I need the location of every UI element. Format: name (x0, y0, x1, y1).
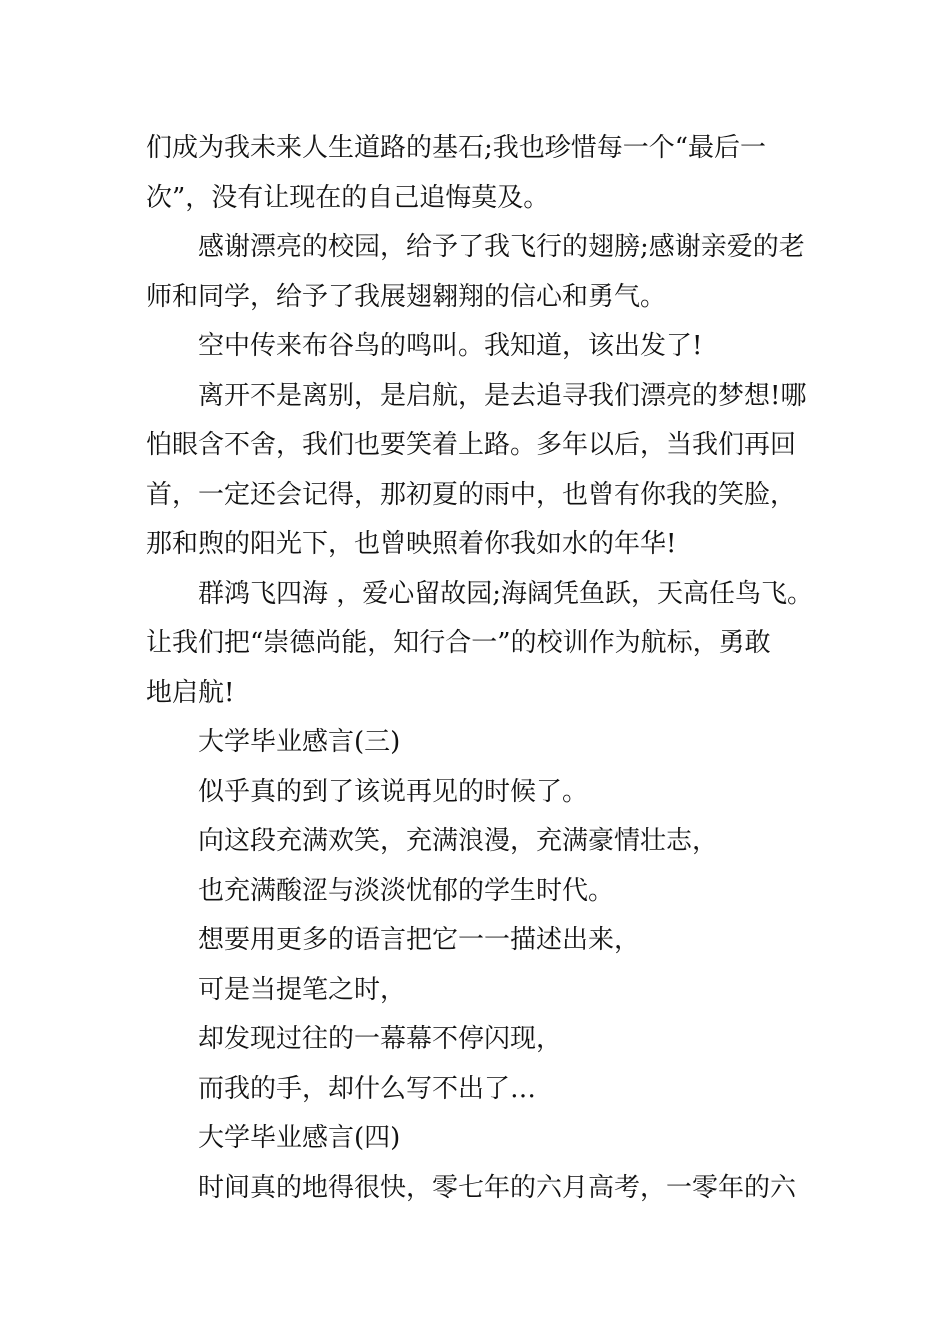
document-body (146, 124, 826, 1213)
text-line: 群鸿飞四海 ，爱心留故园;海阔凭鱼跃，天高任鸟飞。 (198, 578, 814, 609)
text-line: 时间真的地得很快，零七年的六月高考，一零年的六 (198, 1172, 797, 1203)
text-line: 空中传来布谷鸟的鸣叫。我知道，该出发了! (198, 331, 703, 361)
text-line: 向这段充满欢笑，充满浪漫，充满豪情壮志， (198, 826, 719, 856)
text-line: 而我的手，却什么写不出了… (198, 1073, 537, 1104)
text-line: 师和同学，给予了我展翅翱翔的信心和勇气。 (146, 281, 667, 312)
text-line: 可是当提笔之时， (198, 974, 407, 1005)
text-line: 地启航! (146, 677, 235, 708)
text-line: 首，一定还会记得，那初夏的雨中，也曾有你我的笑脸， (146, 479, 797, 510)
text-line: 离开不是离别，是启航，是去追寻我们漂亮的梦想!哪 (198, 380, 807, 411)
text-line: 们成为我未来人生道路的基石;我也珍惜每一个“最后一 (146, 133, 767, 163)
text-line: 怕眼含不舍，我们也要笑着上路。多年以后，当我们再回 (146, 430, 797, 460)
text-line: 也充满酸涩与淡淡忧郁的学生时代。 (198, 875, 615, 906)
section-heading: 大学毕业感言(三) (198, 727, 401, 757)
text-line: 想要用更多的语言把它一一描述出来， (198, 925, 641, 955)
text-line: 感谢漂亮的校园，给予了我飞行的翅膀;感谢亲爱的老 (198, 232, 805, 262)
text-line: 似乎真的到了该说再见的时候了。 (198, 776, 589, 807)
text-line: 那和煦的阳光下，也曾映照着你我如水的年华! (146, 529, 677, 559)
text-line: 让我们把“崇德尚能，知行合一”的校训作为航标，勇敢 (146, 628, 771, 658)
text-line: 却发现过往的一幕幕不停闪现， (198, 1024, 563, 1054)
section-heading: 大学毕业感言(四) (198, 1123, 401, 1153)
text-line: 次”，没有让现在的自己追悔莫及。 (146, 182, 550, 213)
